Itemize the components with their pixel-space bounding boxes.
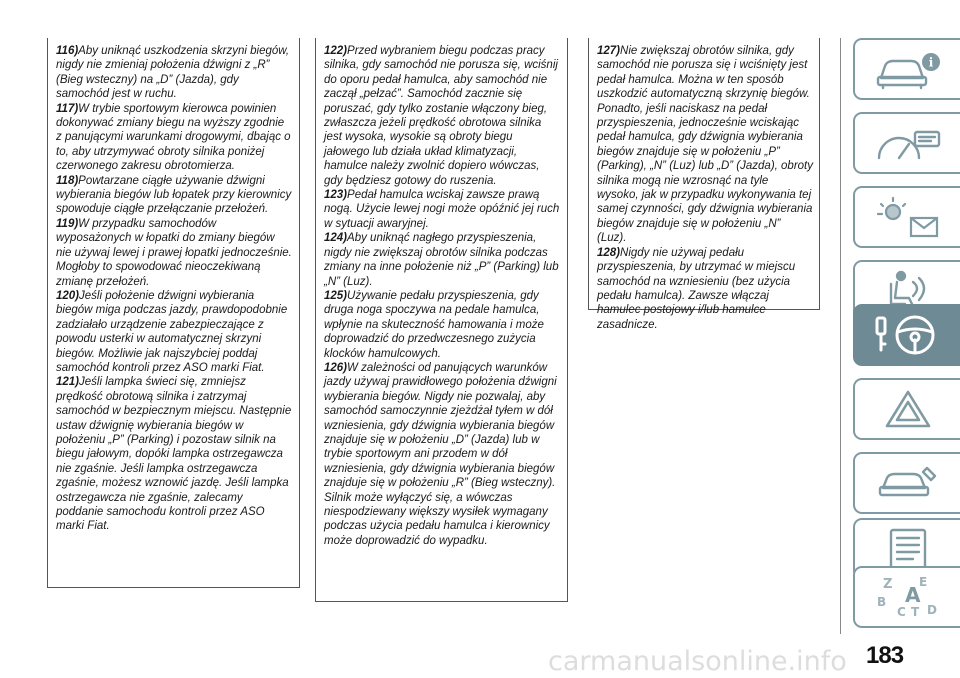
svg-text:D: D [926,603,937,617]
note-number: 116) [56,45,79,57]
note-paragraph [324,361,561,548]
watermark: carmanualsonline.info [548,646,847,677]
note-paragraph [56,102,293,174]
note-number: 119) [56,217,79,230]
tab-index[interactable] [853,566,960,628]
note-paragraph [56,289,293,375]
note-paragraph [324,188,561,231]
note-text: W zależności od panujących warunków jazdy używaj prawidłowego położenia dźwigni wybierania biegów. Nigdy nie pozwalaj, aby samochód samoczynnie zjeżdżał tyłem w dół wzniesienia, gdy dźwignia wybierania biegów znajduje się w położeniu „D” (Jazda) lub w trybie sportowym ani przodem w dół wzniesienia, gdy dźwignia wybierania biegów znajduje się w położeniu „R” (Bieg wsteczny). Silnik może wyłączyć się, a wówczas niespodziewany większy wysiłek wymagany podczas użycia pedału hamulca i kierownicy może doprowadzić do wypadku. [324,361,557,547]
note-text: Przed wybraniem biegu podczas pracy silnika, gdy samochód nie porusza się, wciśnij do oporu pedał hamulca, aby samochód nie zaczął „pełzać”. Samochód zacznie się poruszać, gdy tylko zostanie włączony bieg, zwłaszcza jeżeli prędkość obrotowa silnika jest wysoka, wysokie są obroty biegu jałowego lub działa układ klimatyzacji, hamulce należy zwolnić dopiero wówczas, gdy będziesz gotowy do ruszenia. [324,45,558,187]
note-number: 128) [597,246,621,259]
note-text: W trybie sportowym kierowca powinien dokonywać zmiany biegu na wyższy zgodnie z panującymi warunkami drogowymi, dbając o to, aby utrzymywać obroty silnika poniżej czerwonego zakresu obrotomierza. [56,102,291,173]
note-text: Nie zwiększaj obrotów silnika, gdy samochód nie porusza się i wciśnięty jest pedał hamulca. Można w ten sposób uszkodzić automatyczną skrzynię biegów. Ponadto, jeśli naciskasz na pedał przyspieszenia, jednocześnie wciskając pedał hamulca, gdy dźwignia wybierania biegów znajduje się w położeniu „P” (Parking), „N” (Luz) lub „D” (Jazda), obroty silnika mogą nie wzrosnąć na tyle wysoko, jak w przypadku wykonywania tej samej czynności, gdy dźwignia wybierania biegów znajduje się w położeniu „N” (Luz). [597,45,813,245]
note-number: 118) [56,174,79,187]
tab-service[interactable] [853,452,960,514]
note-number: 125) [324,289,348,302]
note-text: Używanie pedału przyspieszenia, gdy druga noga spoczywa na pedale hamulca, wpłynie na skuteczność hamowania i może doprowadzić do przedwczesnego zużycia klocków hamulcowych. [324,289,544,360]
note-text: Nigdy nie używaj pedału przyspieszenia, by utrzymać w miejscu samochód na wzniesieniu (bez użycia pedału hamulca). Zawsze włączaj hamulec postojowy i/lub hamulce zasadnicze. [597,246,796,331]
note-text: Pedał hamulca wciskaj zawsze prawą nogą. Użycie lewej nogi może opóźnić jej ruch w sytuacji awaryjnej. [324,189,560,230]
svg-text:A: A [904,583,920,607]
note-number: 124) [324,232,348,245]
note-text: Jeśli lampka świeci się, zmniejsz prędkość obrotową silnika i zatrzymaj samochód w bezpiecznym miejscu. Następnie ustaw dźwignię wybierania biegów w położeniu „P” (Parking) i pozostaw silnik na biegu jałowym, dopóki lampka ostrzegawcza nie zgaśnie. Jeśli lampka ostrzegawcza zgaśnie, możesz wznowić jazdę. Jeśli lampka ostrzegawcza nie zgaśnie, zalecamy poddanie samochodu kontroli przez ASO marki Fiat. [56,376,292,533]
note-paragraph [324,289,561,361]
note-text: Aby uniknąć nagłego przyspieszenia, nigdy nie zwiększaj obrotów silnika podczas zmiany na inne położenie niż „P” (Parking) lub „N” (Luz). [324,232,559,288]
tab-lights-warnings[interactable] [853,186,960,248]
note-paragraph [324,231,561,289]
dashboard-gauge-icon [869,118,947,168]
tab-starting-driving[interactable] [853,304,960,366]
note-number: 126) [324,361,348,374]
notes-column-1 [47,38,300,588]
note-text: Powtarzane ciągłe używanie dźwigni wybierania biegów lub łopatek przy kierownicy spowoduje ciągłe przełączanie przełożeń. [56,174,292,216]
note-number: 123) [324,189,348,202]
car-service-icon [869,458,947,508]
key-steering-wheel-icon [869,310,947,360]
note-number: 120) [56,289,80,302]
notes-column-3 [588,38,820,331]
note-paragraph [597,44,813,246]
note-paragraph [56,375,293,533]
note-paragraph [56,174,293,217]
tab-dashboard[interactable] [853,112,960,174]
note-text: Jeśli położenie dźwigni wybierania biegów miga podczas jazdy, prawdopodobnie zadziałało urządzenie zabezpieczające z powodu usterki w automatycznej skrzyni biegów. Możliwie jak najszybciej poddaj samochód kontroli przez ASO marki Fiat. [56,289,288,374]
svg-text:Z: Z [882,577,892,592]
tab-emergency[interactable] [853,378,960,440]
emergency-triangle-icon [869,384,947,434]
note-number: 121) [56,376,80,389]
note-number: 127) [597,45,621,57]
svg-text:E: E [918,575,927,589]
note-paragraph [324,44,561,188]
note-number: 122) [324,45,348,57]
page-number: 183 [866,642,904,669]
alphabetical-index-icon [869,572,947,622]
svg-text:T: T [910,605,919,619]
note-text: Aby uniknąć uszkodzenia skrzyni biegów, nigdy nie zmieniaj położenia dźwigni z „R” (Bieg wsteczny) na „D” (Jazda), gdy samochód jest w ruchu. [56,45,290,101]
margin-divider [840,38,841,634]
svg-text:C: C [896,605,906,619]
note-text: W przypadku samochodów wyposażonych w łopatki do zmiany biegów nie używaj lewej i prawej łopatki jednocześnie. Mogłoby to spowodować nieoczekiwaną zmianę przełożeń. [56,217,292,288]
svg-text:i: i [928,55,933,70]
tab-car-info[interactable] [853,38,960,100]
note-paragraph [56,44,293,102]
note-number: 117) [56,102,79,115]
note-paragraph [56,217,293,289]
notes-column-2 [315,38,568,602]
lights-warning-icon [869,192,947,242]
car-info-icon [869,44,947,94]
svg-text:B: B [876,595,886,609]
note-paragraph [597,246,813,332]
